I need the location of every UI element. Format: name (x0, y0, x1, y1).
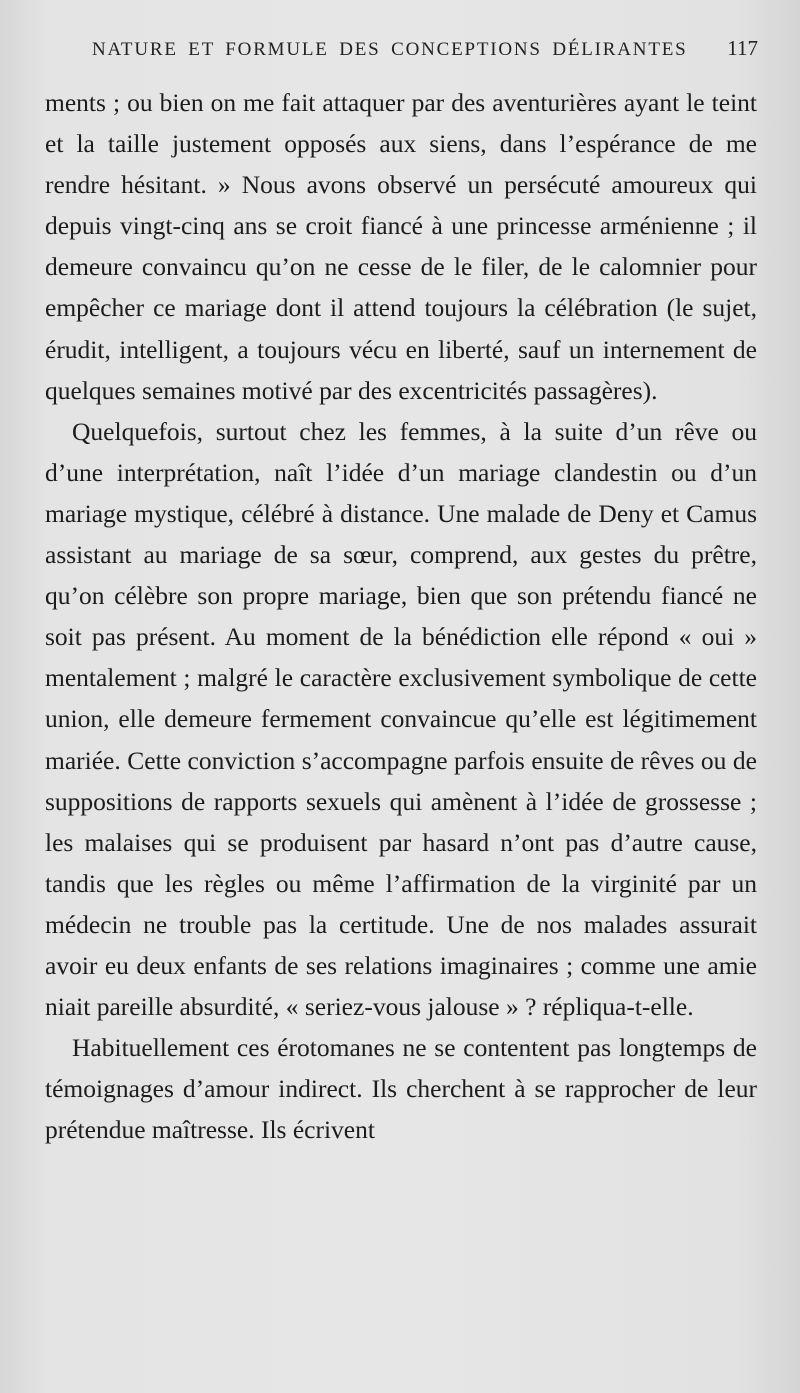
paragraph-continuation: ments ; ou bien on me fait attaquer par des aventurières ayant le teint et la taille justement opposés aux siens, dans l’espérance de me rendre hésitant. » Nous avons observé un persécuté amoureux qui depuis vingt-cinq ans se croit fiancé à une princesse arménienne ; il demeure convaincu qu’on ne cesse de le filer, de le calomnier pour empêcher ce mariage dont il attend toujours la célébration (le sujet, érudit, intelligent, a toujours vécu en liberté, sauf un internement de quelques semaines motivé par des excentricités passagères). (45, 88, 757, 405)
paragraph-erotomanes: Habituellement ces érotomanes ne se contentent pas longtemps de témoignages d’amour indirect. Ils cherchent à se rapprocher de leur prétendue maîtresse. Ils écrivent (45, 1033, 757, 1145)
page-number: 117 (727, 36, 758, 60)
paragraph-mystical-marriage: Quelquefois, surtout chez les femmes, à la suite d’un rêve ou d’une interprétation, naît l’idée d’un mariage clandestin ou d’un mariage mystique, célébré à distance. Une malade de Deny et Camus assistant au mariage de sa sœur, comprend, aux gestes du prêtre, qu’on célèbre son propre mariage, bien que son prétendu fiancé ne soit pas présent. Au moment de la bénédiction elle répond « oui » mentalement ; malgré le caractère exclusivement symbolique de cette union, elle demeure fermement convaincue qu’elle est légitimement mariée. Cette conviction s’accompagne parfois ensuite de rêves ou de suppositions de rapports sexuels qui amènent à l’idée de grossesse ; les malaises qui se produisent par hasard n’ont pas d’autre cause, tandis que les règles ou même l’affirmation de la virginité par un médecin ne trouble pas la certitude. Une de nos malades assurait avoir eu deux enfants de ses relations imaginaires ; comme une amie niait pareille absurdité, « seriez-vous jalouse » ? répliqua-t-elle. (45, 416, 757, 1022)
running-head (92, 36, 758, 66)
chapter-title: NATURE ET FORMULE DES CONCEPTIONS DÉLIRANTES (92, 39, 688, 60)
body-text (45, 82, 757, 1150)
